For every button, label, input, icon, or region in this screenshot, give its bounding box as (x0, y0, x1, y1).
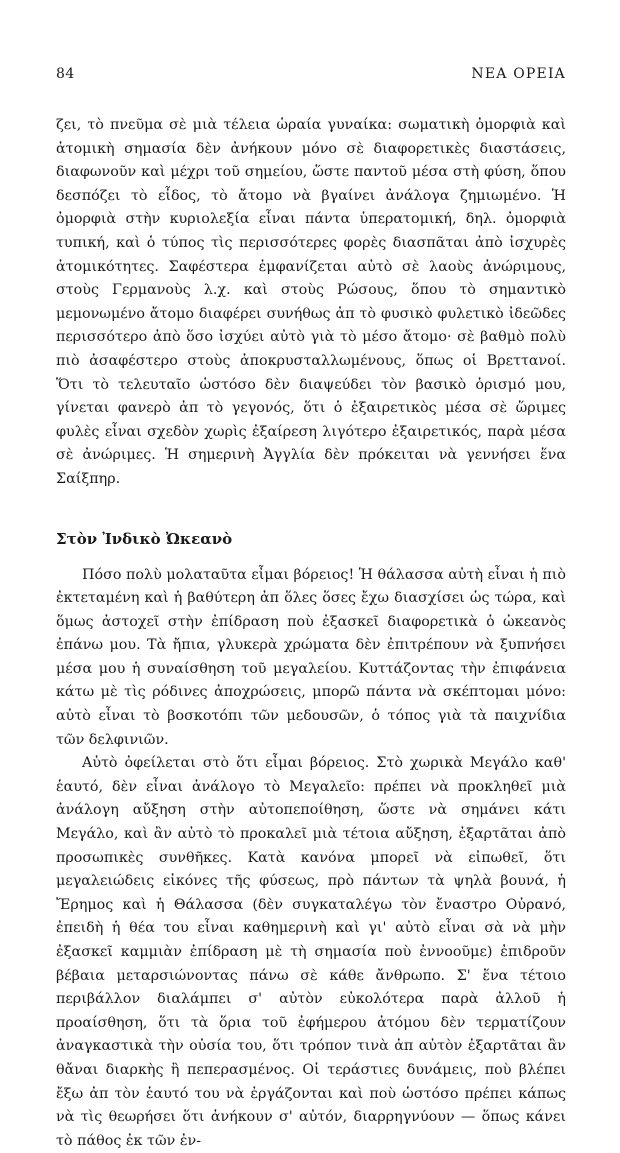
book-page (56, 66, 566, 1153)
paragraph: Αὐτὸ ὀφείλεται στὸ ὅτι εἶμαι βόρειος. Στὸ χωρικὰ Μεγάλο καθ' ἑαυτό, δὲν εἶναι ἀνάλογο τὸ Μεγαλεῖο: πρέπει νὰ προκληθεῖ μιὰ ἀνάλογη αὔξηση στὴν αὐτοπεποίθηση, ὥστε νὰ σημάνει κάτι Μεγάλο, καὶ ἂν αὐτὸ τὸ προκαλεῖ μιὰ τέτοια αὔξηση, ἐξαρτᾶται ἀπὸ προσωπικὲς συνθῆκες. Κατὰ κανόνα μπορεῖ νὰ εἰπωθεῖ, ὅτι μεγαλειώδεις εἰκόνες τῆς φύσεως, πρὸ πάντων τὰ ψηλὰ βουνά, ἡ Ἔρημος καὶ ἡ Θάλασσα (δὲν συγκαταλέγω τὸν ἔναστρο Οὐρανό, ἐπειδὴ ἡ θέα του εἶναι καθημερινὴ καὶ γι' αὐτὸ εἶναι σὰ νὰ μὴν ἐξασκεῖ καμμιὰν ἐπίδραση μὲ τὴ σημασία ποὺ ἐννοοῦμε) ἐπιδροῦν βέβαια μεταρσιώνοντας πάνω σὲ κάθε ἄνθρωπο. Σ' ἕνα τέτοιο περιβάλλον διαλάμπει σ' αὐτὸν εὐκολότερα παρὰ ἀλλοῦ ἡ προαίσθηση, ὅτι τὰ ὅρια τοῦ ἐφήμερου ἀτόμου δὲν τερματίζουν ἀναγκαστικὰ τὴν οὐσία του, ὅτι τρόπον τινὰ ἀπ αὐτὸν ἐξαρτᾶται ἂν θἄναι διαρκὴς ἢ πεπερασμένος. Οἱ τεράστιες δυνάμεις, ποὺ βλέπει ἔξω ἀπ τὸν ἑαυτό του νὰ ἐργάζονται καὶ ποὺ ὡστόσο πρέπει κάπως νὰ τὶς θεωρήσει ὅτι ἀνήκουν σ' αὐτόν, διαρρηγνύουν — ὅπως κάνει τὸ πάθος ἐκ τῶν ἐν- (56, 755, 566, 1149)
page-number: 84 (56, 66, 75, 82)
paragraph: Πόσο πολὺ μολαταῦτα εἶμαι βόρειος! Ἡ θάλασσα αὐτὴ εἶναι ἡ πιὸ ἐκτεταμένη καὶ ἡ βαθύτερη ἀπ ὅλες ὅσες ἔχω διασχίσει ὡς τώρα, καὶ ὅμως ἀστοχεῖ στὴν ἐπίδραση ποὺ ἐξασκεῖ διαφορετικὰ ὁ ὠκεανὸς ἐπάνω μου. Τὰ ἤπια, γλυκερὰ χρώματα δὲν ἐπιτρέπουν νὰ ξυπνήσει μέσα μου ἡ συναίσθηση τοῦ μεγαλείου. Κυττάζοντας τὴν ἐπιφάνεια κάτω μὲ τὶς ρόδινες ἀποχρώσεις, μπορῶ πάντα νὰ σκέπτομαι μόνο: αὐτὸ εἶναι τὸ βοσκοτόπι τῶν μεδουσῶν, ὁ τόπος γιὰ τὰ παιχνίδια τῶν δελφινιῶν. (56, 566, 566, 748)
running-head (56, 66, 566, 88)
paragraph: ζει, τὸ πνεῦμα σὲ μιὰ τέλεια ὡραία γυναίκα: σωματικὴ ὀμορφιὰ καὶ ἀτομικὴ σημασία δὲν ἀνήκουν μόνο σὲ διαφορετικὲς διαστάσεις, διαφωνοῦν καὶ μέχρι τοῦ σημείου, ὥστε παντοῦ μέσα στὴ φύση, ὅπου δεσπόζει τὸ εἶδος, τὸ ἄτομο νὰ βγαίνει ἀνάλογα ζημιωμένο. Ἡ ὀμορφιὰ στὴν κυριολεξία εἶναι πάντα ὑπερατομική, δηλ. ὀμορφιὰ τυπική, καὶ ὁ τύπος τὶς περισσότερες φορὲς διασπᾶται ἀπὸ ἰσχυρὲς ἀτομικότητες. Σαφέστερα ἐμφανίζεται αὐτὸ σὲ λαοὺς ἀνώριμους, στοὺς Γερμανοὺς λ.χ. καὶ στοὺς Ρώσους, ὅπου τὸ σημαντικὸ μεμονωμένο ἄτομο διαφέρει συνήθως ἀπ τὸ φυσικὸ φυλετικὸ ἰδεῶδες περισσότερο ἀπὸ ὅσο ἰσχύει αὐτὸ γιὰ τὸ μέσο ἄτομο· σὲ βαθμὸ πολὺ πιὸ ἀσαφέστερο στοὺς ἀποκρυσταλλωμένους, ὅπως οἱ Βρεττανοί. Ὅτι τὸ τελευταῖο ὡστόσο δὲν διαψεύδει τὸν βασικὸ ὁρισμό μου, γίνεται φανερὸ ἀπ τὸ γεγονός, ὅτι ὁ ἐξαιρετικὸς μέσα σὲ ὥριμες φυλὲς εἶναι σχεδὸν χωρὶς ἐξαίρεση λιγότερο ἐξαιρετικός, παρὰ μέσα σὲ ἀνώριμες. Ἡ σημερινὴ Ἀγγλία δὲν πρόκειται νὰ γεννήσει ἕνα Σαίξπηρ. (56, 117, 566, 487)
section-heading: Στὸν Ἰνδικὸ Ὠκεανὸ (56, 529, 233, 548)
running-title: ΝΕΑ ΟΡΕΙΑ (471, 66, 566, 82)
body-text (56, 114, 566, 1153)
